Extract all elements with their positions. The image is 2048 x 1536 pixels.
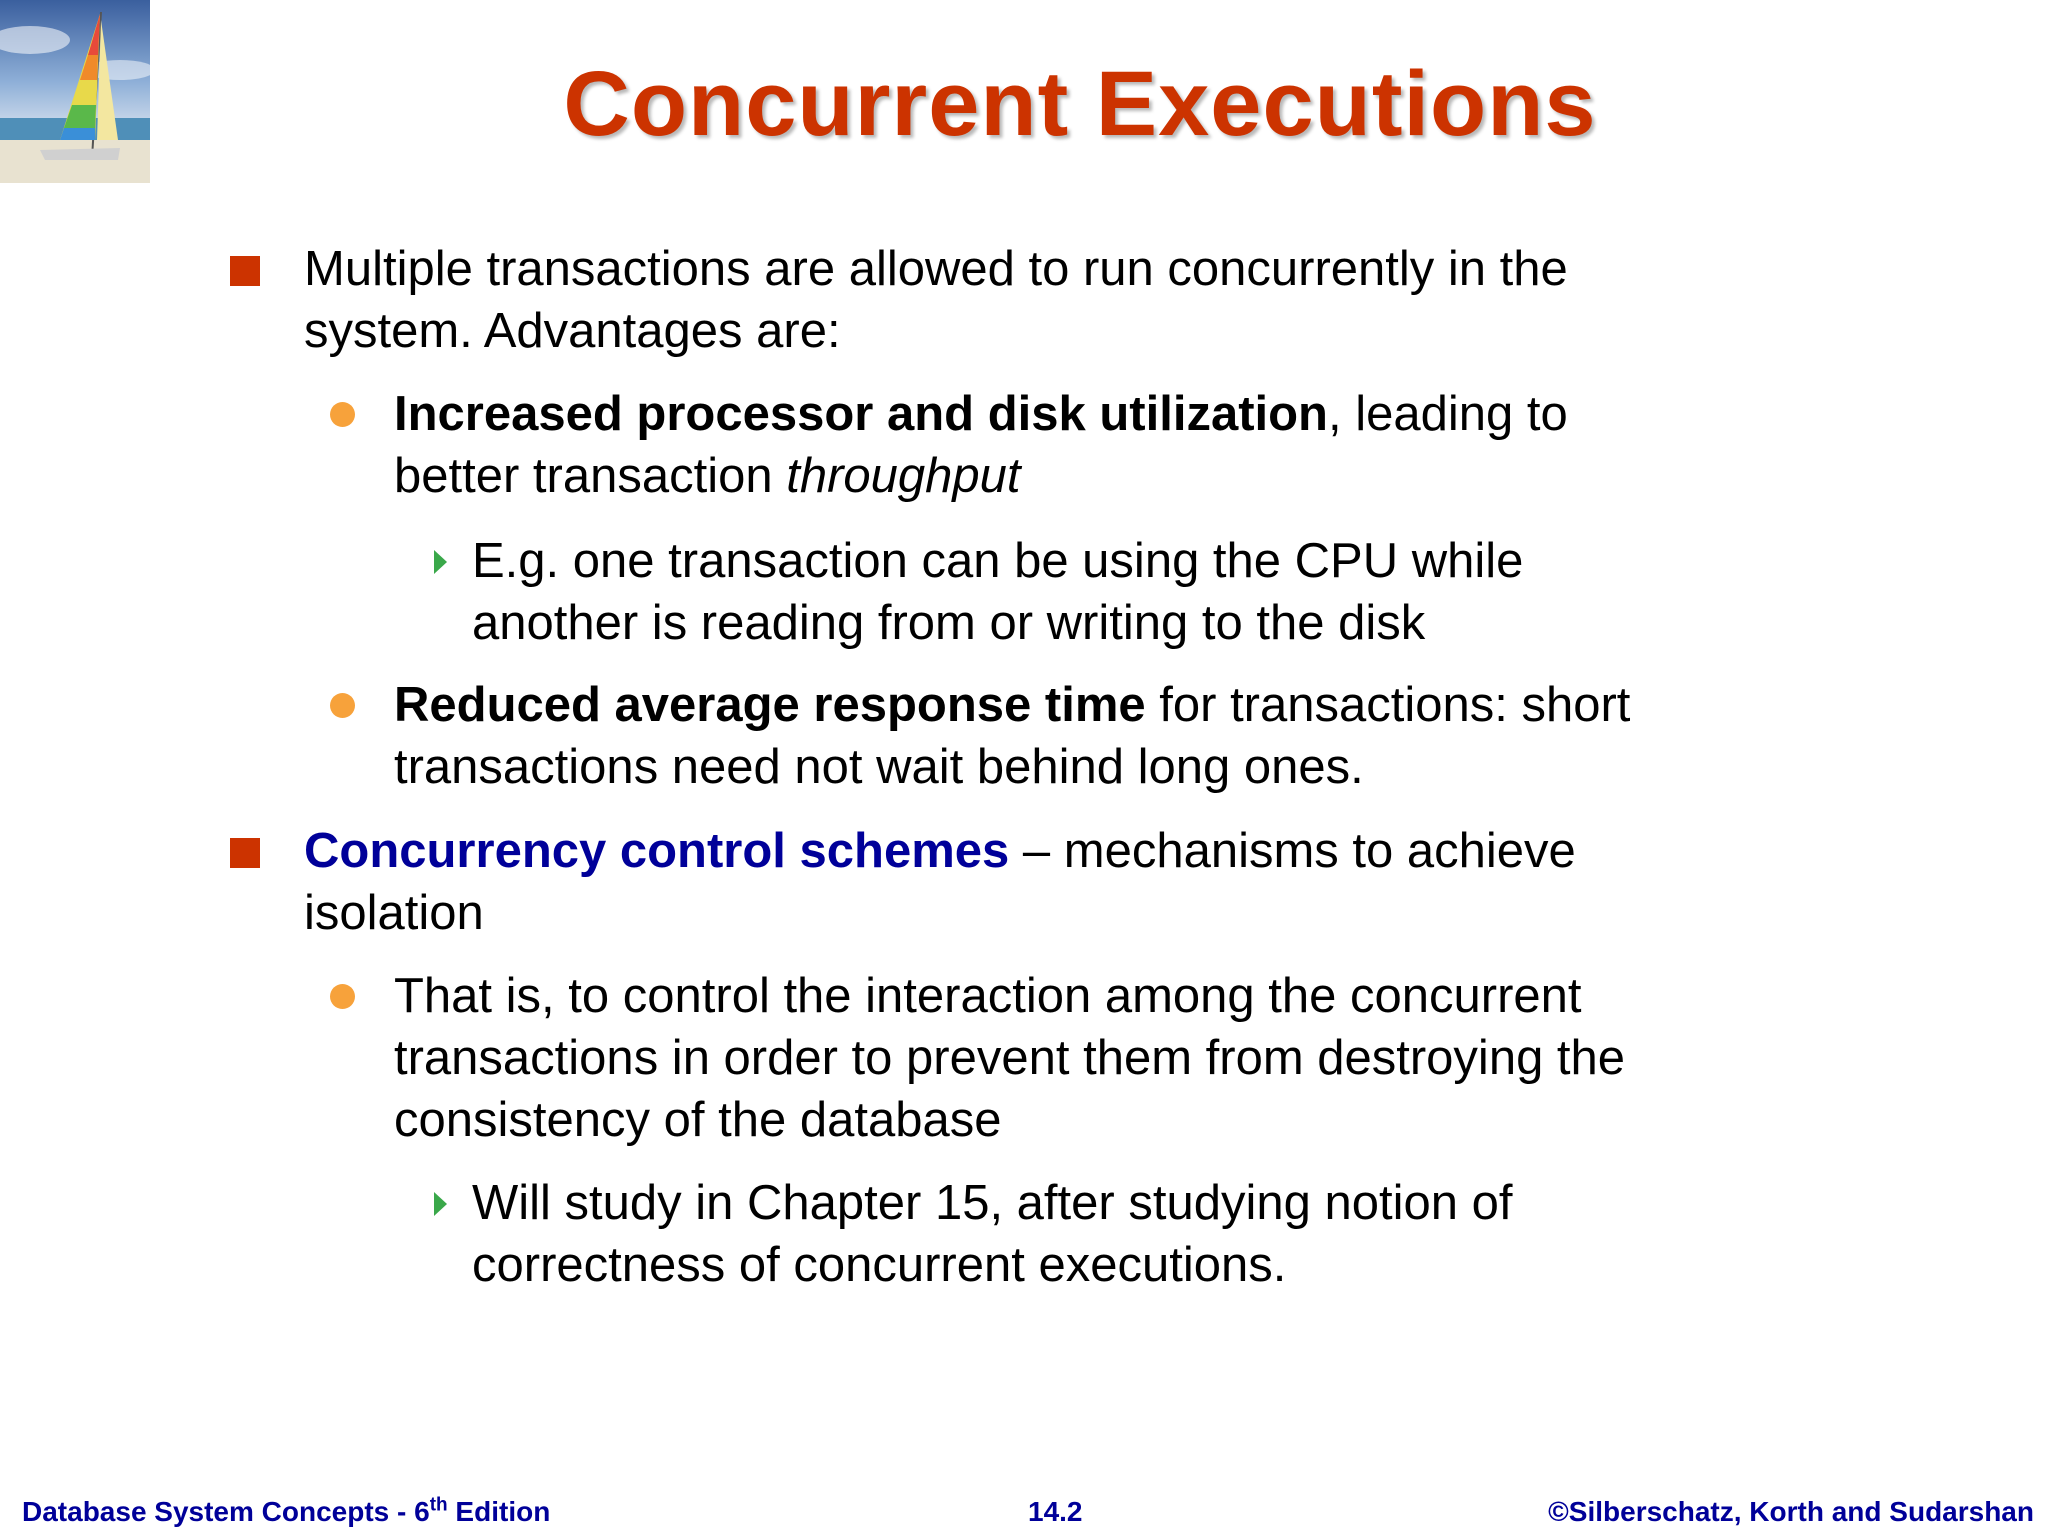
circle-bullet	[330, 693, 355, 718]
square-bullet	[230, 838, 260, 868]
footer-left	[22, 1494, 550, 1530]
highlight-phrase: Concurrency control schemes	[304, 824, 1010, 878]
bullet-line: Will study in Chapter 15, after studying notion of	[472, 1176, 1513, 1230]
bullet-text	[472, 530, 1744, 654]
bullet-line: Multiple transactions are allowed to run concurrently in the	[304, 242, 1568, 296]
bullet-line: That is, to control the interaction among the concurrent	[394, 969, 1582, 1023]
sailboat-logo	[0, 0, 150, 183]
bullet-text	[304, 238, 1744, 362]
footer-copyright: ©Silberschatz, Korth and Sudarshan	[1548, 1496, 2034, 1527]
bullet-phrase: – mechanisms to achieve	[1009, 824, 1576, 878]
bullet-text	[472, 1172, 1744, 1296]
bullet-line: correctness of concurrent executions.	[472, 1238, 1287, 1292]
bullet-line: transactions need not wait behind long ones.	[394, 740, 1364, 794]
footer-superscript: th	[429, 1494, 448, 1516]
circle-bullet	[330, 984, 355, 1009]
bullet-text	[304, 820, 1744, 944]
bullet-phrase: , leading to	[1328, 387, 1568, 441]
bullet-phrase: for transactions: short	[1145, 678, 1631, 732]
bullet-line: E.g. one transaction can be using the CPU while	[472, 534, 1524, 588]
arrow-bullet	[434, 1192, 447, 1216]
circle-bullet	[330, 402, 355, 427]
bullet-text	[394, 674, 1744, 798]
footer-left-text: Database System Concepts - 6	[22, 1496, 430, 1527]
bullet-phrase: better transaction	[394, 449, 787, 503]
page-number: 14.2	[1028, 1496, 1083, 1527]
slide-title: Concurrent Executions	[563, 53, 1597, 155]
bullet-line: isolation	[304, 886, 484, 940]
bullet-line: transactions in order to prevent them from destroying the	[394, 1031, 1626, 1085]
arrow-bullet	[434, 550, 447, 574]
bullet-line: system. Advantages are:	[304, 304, 841, 358]
square-bullet	[230, 256, 260, 286]
italic-phrase: throughput	[786, 449, 1021, 503]
bullet-line: consistency of the database	[394, 1093, 1002, 1147]
bullet-text	[394, 383, 1744, 507]
bullet-text	[394, 965, 1744, 1151]
bullet-line: another is reading from or writing to the disk	[472, 596, 1426, 650]
bold-phrase: Reduced average response time	[394, 678, 1146, 732]
footer-left-text: Edition	[447, 1496, 551, 1527]
bold-phrase: Increased processor and disk utilization	[394, 387, 1328, 441]
